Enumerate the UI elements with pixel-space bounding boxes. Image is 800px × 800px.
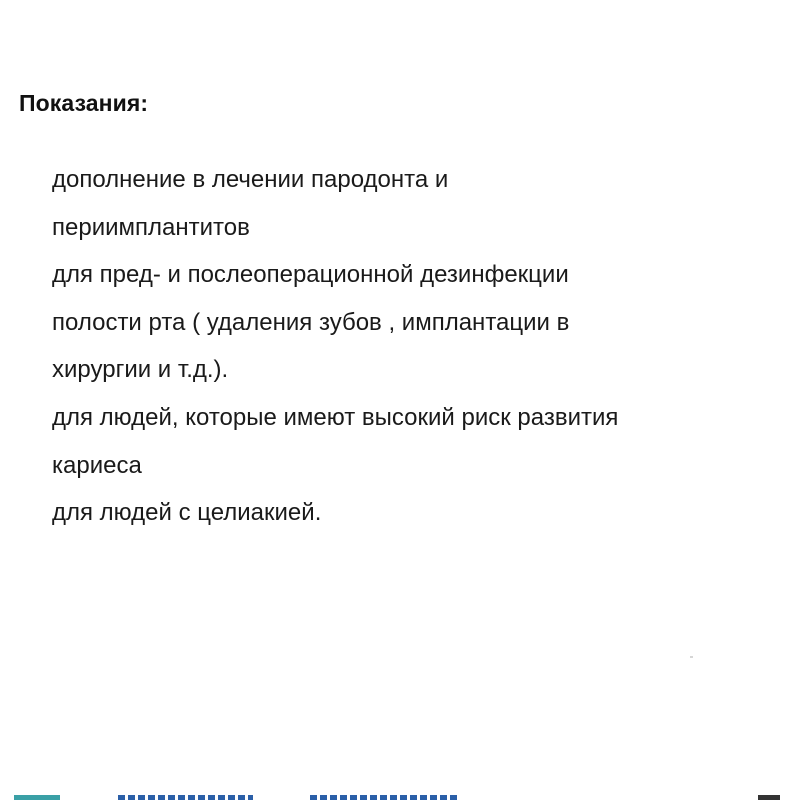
scan-speck xyxy=(690,656,693,658)
cropped-bottom-bar xyxy=(0,795,800,800)
indications-list xyxy=(52,156,618,537)
cropped-link-fragment xyxy=(118,795,253,800)
cropped-link-fragment xyxy=(310,795,460,800)
list-item xyxy=(52,156,618,251)
list-item-line: для людей, которые имеют высокий риск развития xyxy=(52,403,619,431)
list-item xyxy=(52,489,618,537)
list-item xyxy=(52,394,618,489)
section-heading: Показания: xyxy=(19,90,149,116)
list-item-line: для пред- и послеоперационной дезинфекции xyxy=(52,261,569,289)
cropped-icon-fragment xyxy=(758,795,780,800)
list-item-line: периимплантитов xyxy=(52,213,250,241)
list-item-line: для людей с целиакией. xyxy=(52,499,322,527)
list-item-line: хирургии и т.д.). xyxy=(52,356,229,384)
list-item xyxy=(52,251,618,394)
cropped-logo-fragment xyxy=(14,795,60,800)
list-item-line: кариеса xyxy=(52,451,142,479)
list-item-line: полости рта ( удаления зубов , имплантации в xyxy=(52,308,570,336)
list-item-line: дополнение в лечении пародонта и xyxy=(52,166,449,193)
